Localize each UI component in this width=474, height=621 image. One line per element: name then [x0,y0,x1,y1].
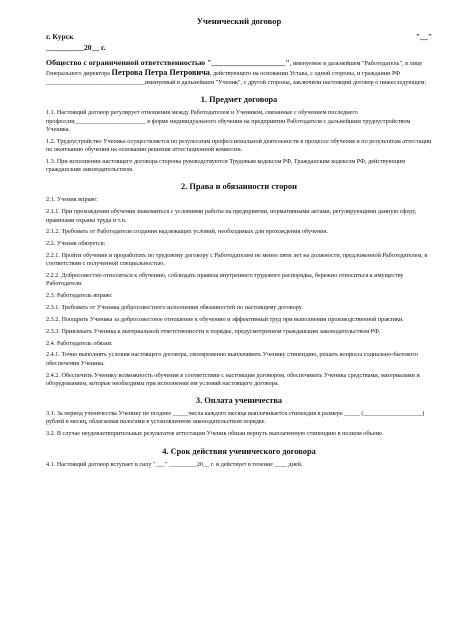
contract-number: "__" [415,32,432,42]
contract-date: __________20__ г. [46,42,106,52]
city: г. Курск [46,32,74,42]
director-name: Петрова Петра Петровича [111,67,210,77]
clause-2-4: 2.4. Работодатель обязан: [46,339,113,347]
clause-2-3-1: 2.3.1. Требовать от Ученика добросовестного исполнения обязанностей по настоящему договору. [46,304,303,312]
clause-2-1-2: 2.1.2. Требовать от Работодателя создания надлежащих условий, необходимых для прохождения обучения. [46,228,328,236]
parties-paragraph [46,58,432,88]
clause-4-1: 4.1. Настоящий договор вступает в силу "___" _________20__ г. и действует в течение ____ дней. [46,460,303,468]
clause-2-2-2: 2.2.2. Добросовестно относиться к обучению, соблюдать правила внутреннего трудового распорядка, бережно относиться к имуществу Работодателя. [46,272,404,288]
clause-2-4-1: 2.4.1. Точно выполнять условия настоящего договора, своевременно выплачивать Ученику стипендию, решать вопросы социально-бытового обеспечения Ученика. [46,351,418,367]
clause-2-2-1: 2.2.1. Пройти обучение и проработать по трудовому договору с Работодателем не менее пяти лет на должности, предложенной Работодателем, в соответствии с полученной специальностью. [46,252,428,268]
clause-2-2: 2.2. Ученик обязуется: [46,240,106,248]
clause-2-3: 2.3. Работодатель вправе: [46,292,113,300]
section-title-4: 4. Срок действия ученического договора [162,446,316,456]
clause-2-4-2: 2.4.2. Обеспечить Ученику возможность обучения в соответствии с настоящим договором, обеспечивать Ученика средствами, материалами и оборудованием, которые необходимы при исполнении им условий настоящего договора. [46,371,420,387]
document-title: Ученический договор [196,16,282,26]
party-text-2: , действующего на основании Устава, с одной стороны, и гражданин РФ ________________________________именуемый в дальнейшем "Ученик", с другой стороны, заключили настоящий договор о нижеследующем: [46,69,427,86]
party-text-1: , именуемое в дальнейшем "Работодатель", в лице Генерального директора [46,59,422,77]
clause-1-2: 1.2. Трудоустройство Ученика осуществляется по результатам профессиональной деятельности в процессе обучения и по результатам аттестации по окончанию обучения на основании решения аттестационной комиссии. [46,137,432,153]
clause-3-1: 3.1. За период ученичества Ученику не позднее _____числа каждого месяца выплачивается стипендия в размере _____ (___________________) рублей в месяц, облагаемая налогами в установленном законодательством порядке. [46,410,425,426]
clause-1-3: 1.3. При исполнении настоящего договора стороны руководствуются Трудовым кодексом РФ, Гражданским кодексом РФ, действующим гражданским законодательством. [46,157,406,173]
clause-2-3-3: 2.3.3. Привлекать Ученика к материальной ответственности в порядке, предусмотренном гражданским законодательством РФ. [46,327,381,335]
section-title-3: 3. Оплата ученичества [195,396,283,406]
clause-3-2: 3.2. В случае неудовлетворительных результатов аттестации Ученик обязан вернуть выплаченную стипендию в полном объеме. [46,430,384,438]
clause-2-1: 2.1. Ученик вправе: [46,196,98,204]
section-title-2: 2. Права и обязанности сторон [181,182,297,192]
section-title-1: 1. Предмет договора [200,95,278,105]
company-name: Общество с ограниченной ответственностью "___________________" [46,57,290,67]
clause-1-1: 1.1. Настоящий договор регулирует отношения между Работодателем и Учеником, связанные с обучением последнего профессии_______________________ в форме индивидуального обучения на предприятии Работодателя с дальнейшим трудоустройством Ученика. [46,109,411,133]
place-row [46,32,432,42]
clause-2-3-2: 2.3.2. Поощрять Ученика за добросовестное отношение к обучению и эффективный труд при выполнении производственной практики. [46,315,404,323]
clause-2-1-1: 2.1.1. При прохождении обучения знакомиться с условиями работы на предприятии, нормативными актами, регулирующими данную сферу, правилами охраны труда и т.п. [46,208,417,224]
